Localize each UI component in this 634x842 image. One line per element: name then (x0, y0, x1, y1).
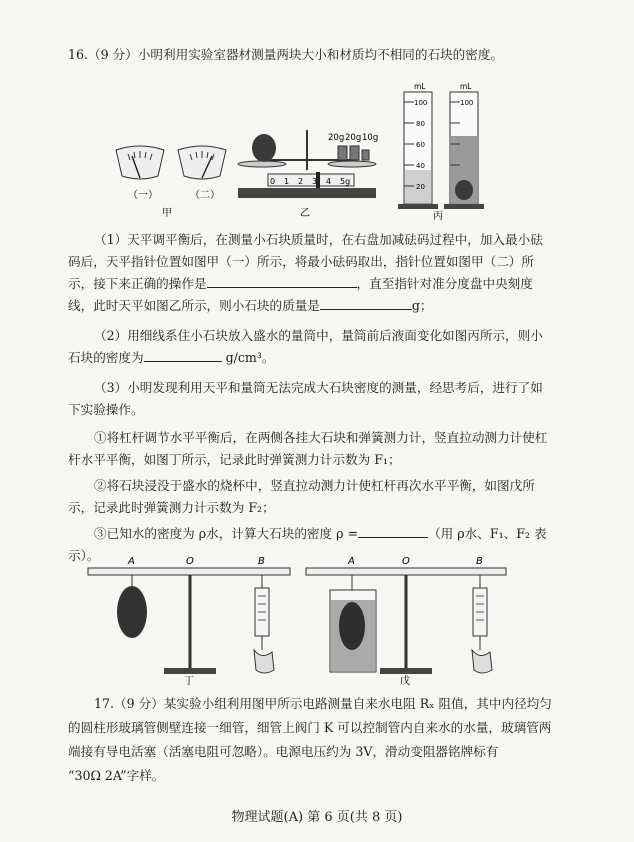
spring-scale (254, 588, 274, 673)
figure-yi (232, 100, 382, 222)
svg-text:4: 4 (326, 177, 332, 186)
q17-line2: 的圆柱形玻璃管侧壁连接一细管，细管上阀门 K 可以控制管内自来水的水量，玻璃管两 (68, 720, 552, 735)
cylinder-before (398, 82, 438, 209)
q17-line1: 17.（9 分）某实验小组利用图甲所示电路测量自来水电阻 Rₓ 阻值，其中内径均匀 (94, 696, 552, 711)
q16-step2-line1: ②将石块浸没于盛水的烧杯中，竖直拉动测力计使杠杆再次水平平衡，如图戊所 (94, 478, 535, 493)
point-a-label: A (348, 556, 355, 567)
answer-blank-density[interactable] (144, 347, 222, 362)
spring-scale (472, 588, 492, 673)
figure-ding (82, 552, 298, 686)
dial-two-label: （二） (190, 190, 220, 201)
answer-blank-operation[interactable] (207, 273, 357, 288)
svg-text:0: 0 (270, 177, 276, 186)
figure-bing-label: 丙 (433, 211, 443, 220)
figure-jia-label: 甲 (162, 208, 172, 219)
point-o-label: O (402, 556, 410, 567)
figure-yi-label: 乙 (300, 208, 310, 219)
svg-text:40: 40 (416, 162, 425, 170)
figure-bing (392, 78, 486, 220)
svg-text:100: 100 (460, 99, 474, 107)
q16-step2-line2: 示，记录此时弹簧测力计示数为 F₂； (68, 500, 275, 515)
svg-text:20: 20 (416, 183, 425, 191)
lever-bar (306, 568, 506, 575)
figure-ding-label: 丁 (184, 676, 194, 686)
dial-one (116, 146, 164, 179)
q16-part1-line2: 码后，天平指针位置如图甲（一）所示，将最小砝码取出，指针位置如图甲（二）所 (68, 254, 534, 269)
svg-text:mL: mL (460, 82, 472, 91)
point-b-label: B (258, 556, 265, 567)
svg-text:80: 80 (416, 120, 425, 128)
q17-line3: 端接有导电活塞（活塞电阻可忽略）。电源电压约为 3V，滑动变阻器铭牌标有 (68, 744, 499, 759)
q16-step1-line2: 杆水平平衡，如图丁所示，记录此时弹簧测力计示数为 F₁； (68, 452, 401, 467)
large-stone-submerged (339, 602, 365, 650)
svg-text:1: 1 (284, 177, 290, 186)
svg-text:100: 100 (414, 99, 428, 107)
q16-part2-line2: 石块的密度为 g/cm³。 (68, 347, 568, 369)
q16-step3: ③已知水的密度为 ρ水，计算大石块的密度 ρ = （用 ρ水、F₁、F₂ 表示）。 (68, 523, 568, 567)
q16-part1-line4: 线，此时天平如图乙所示，则小石块的质量是 g； (68, 295, 568, 317)
q17-line4: “30Ω 2A”字样。 (68, 768, 165, 783)
svg-text:mL: mL (414, 82, 426, 91)
figure-jia (110, 140, 230, 220)
figure-wu-label: 戊 (400, 676, 410, 686)
small-stone-submerged (455, 180, 473, 200)
q16-part2-line1: （2）用细线系住小石块放入盛水的量筒中，量筒前后液面变化如图丙所示，则小 (94, 328, 543, 343)
answer-blank-rho[interactable] (358, 523, 428, 538)
small-stone (252, 134, 276, 162)
weight-20g-a (338, 146, 347, 160)
weight-10g (362, 150, 369, 160)
weight-20g-b (350, 146, 359, 160)
q16-step1-line1: ①将杠杆调节水平平衡后，在两侧各挂大石块和弹簧测力计，竖直拉动测力计使杠 (94, 430, 548, 445)
svg-text:2: 2 (298, 177, 304, 186)
q16-part3-line1: （3）小明发现利用天平和量筒无法完成大石块密度的测量，经思考后，进行了如 (94, 380, 543, 395)
point-a-label: A (128, 556, 135, 567)
page-footer: 物理试题(A) 第 6 页(共 8 页) (231, 810, 403, 825)
dial-one-label: （一） (128, 190, 158, 201)
lever-bar (88, 568, 290, 575)
point-o-label: O (186, 556, 194, 567)
q16-part1-line3: 示，接下来正确的操作是 ，直至指针对准分度盘中央刻度 (68, 273, 568, 295)
figure-wu (300, 552, 512, 686)
svg-text:20g: 20g (328, 133, 345, 143)
svg-text:5g: 5g (340, 177, 351, 186)
q16-part3-line2: 下实验操作。 (68, 402, 144, 417)
large-stone (117, 586, 147, 638)
svg-text:20g: 20g (345, 133, 362, 143)
answer-blank-mass[interactable] (320, 295, 412, 310)
point-b-label: B (476, 556, 483, 567)
dial-two (178, 146, 226, 179)
svg-text:60: 60 (416, 141, 425, 149)
svg-text:10g: 10g (362, 133, 379, 143)
cylinder-after (444, 82, 484, 209)
q16-part1-line1: （1）天平调平衡后，在测量小石块质量时，在右盘加减砝码过程中，加入最小砝 (94, 232, 543, 247)
q16-stem: 16.（9 分）小明利用实验室器材测量两块大小和材质均不相同的石块的密度。 (68, 47, 504, 62)
svg-text:3: 3 (312, 177, 318, 186)
